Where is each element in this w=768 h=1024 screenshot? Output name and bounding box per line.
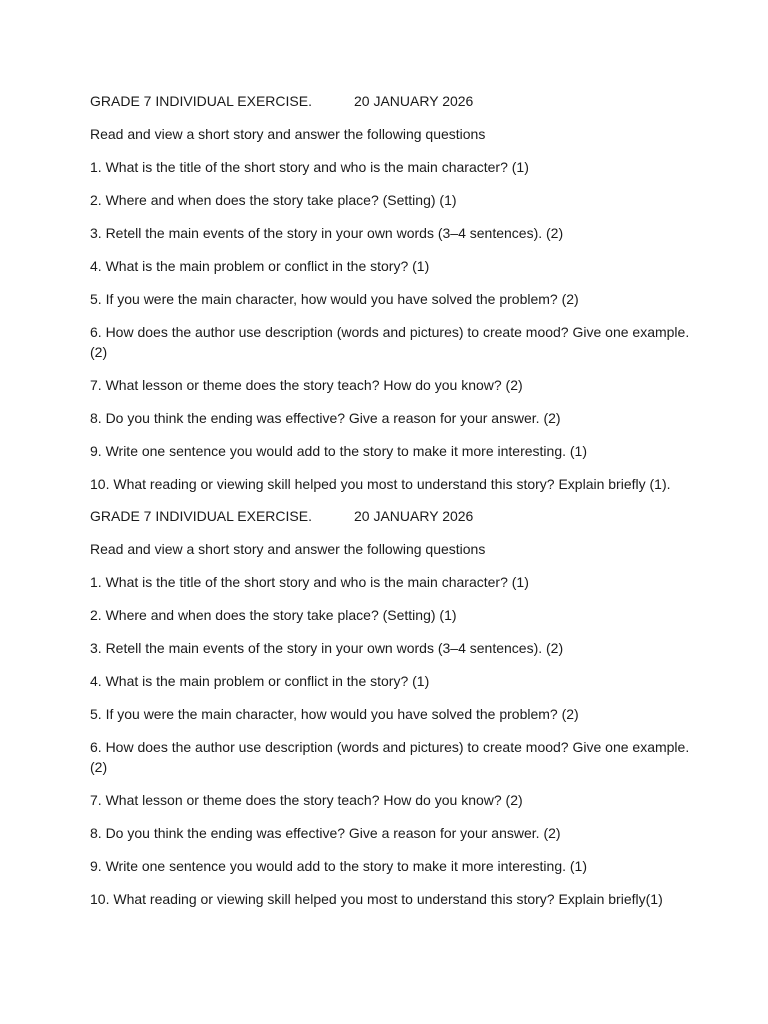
question-9: 9. Write one sentence you would add to the story to make it more interesting. (1) [90, 443, 587, 459]
question-6: 6. How does the author use description (words and pictures) to create mood? Give one example. (2) [90, 739, 690, 775]
question-4: 4. What is the main problem or conflict in the story? (1) [90, 673, 430, 689]
exercise-date: 20 JANUARY 2026 [354, 93, 474, 109]
exercise-header [90, 91, 690, 111]
question-10: 10. What reading or viewing skill helped you most to understand this story? Explain briefly (1). [90, 476, 671, 492]
question-8: 8. Do you think the ending was effective? Give a reason for your answer. (2) [90, 825, 561, 841]
question-2: 2. Where and when does the story take place? (Setting) (1) [90, 192, 457, 208]
question-1: 1. What is the title of the short story and who is the main character? (1) [90, 159, 529, 175]
question-3: 3. Retell the main events of the story in your own words (3–4 sentences). (2) [90, 225, 564, 241]
question-4: 4. What is the main problem or conflict in the story? (1) [90, 258, 430, 274]
question-6: 6. How does the author use description (words and pictures) to create mood? Give one example. (2) [90, 324, 690, 360]
exercise-block-1 [90, 91, 690, 494]
question-3: 3. Retell the main events of the story in your own words (3–4 sentences). (2) [90, 640, 564, 656]
exercise-header [90, 506, 690, 526]
exercise-date: 20 JANUARY 2026 [354, 508, 474, 524]
question-7: 7. What lesson or theme does the story teach? How do you know? (2) [90, 792, 523, 808]
exercise-instruction: Read and view a short story and answer the following questions [90, 126, 486, 142]
document-page [90, 91, 690, 922]
question-7: 7. What lesson or theme does the story teach? How do you know? (2) [90, 377, 523, 393]
question-1: 1. What is the title of the short story and who is the main character? (1) [90, 574, 529, 590]
question-5: 5. If you were the main character, how would you have solved the problem? (2) [90, 706, 579, 722]
exercise-block-2 [90, 506, 690, 909]
question-9: 9. Write one sentence you would add to the story to make it more interesting. (1) [90, 858, 587, 874]
exercise-title: GRADE 7 INDIVIDUAL EXERCISE. [90, 93, 312, 109]
question-10: 10. What reading or viewing skill helped you most to understand this story? Explain briefly(1) [90, 891, 663, 907]
question-2: 2. Where and when does the story take place? (Setting) (1) [90, 607, 457, 623]
exercise-instruction: Read and view a short story and answer the following questions [90, 541, 486, 557]
question-8: 8. Do you think the ending was effective? Give a reason for your answer. (2) [90, 410, 561, 426]
exercise-title: GRADE 7 INDIVIDUAL EXERCISE. [90, 508, 312, 524]
question-5: 5. If you were the main character, how would you have solved the problem? (2) [90, 291, 579, 307]
